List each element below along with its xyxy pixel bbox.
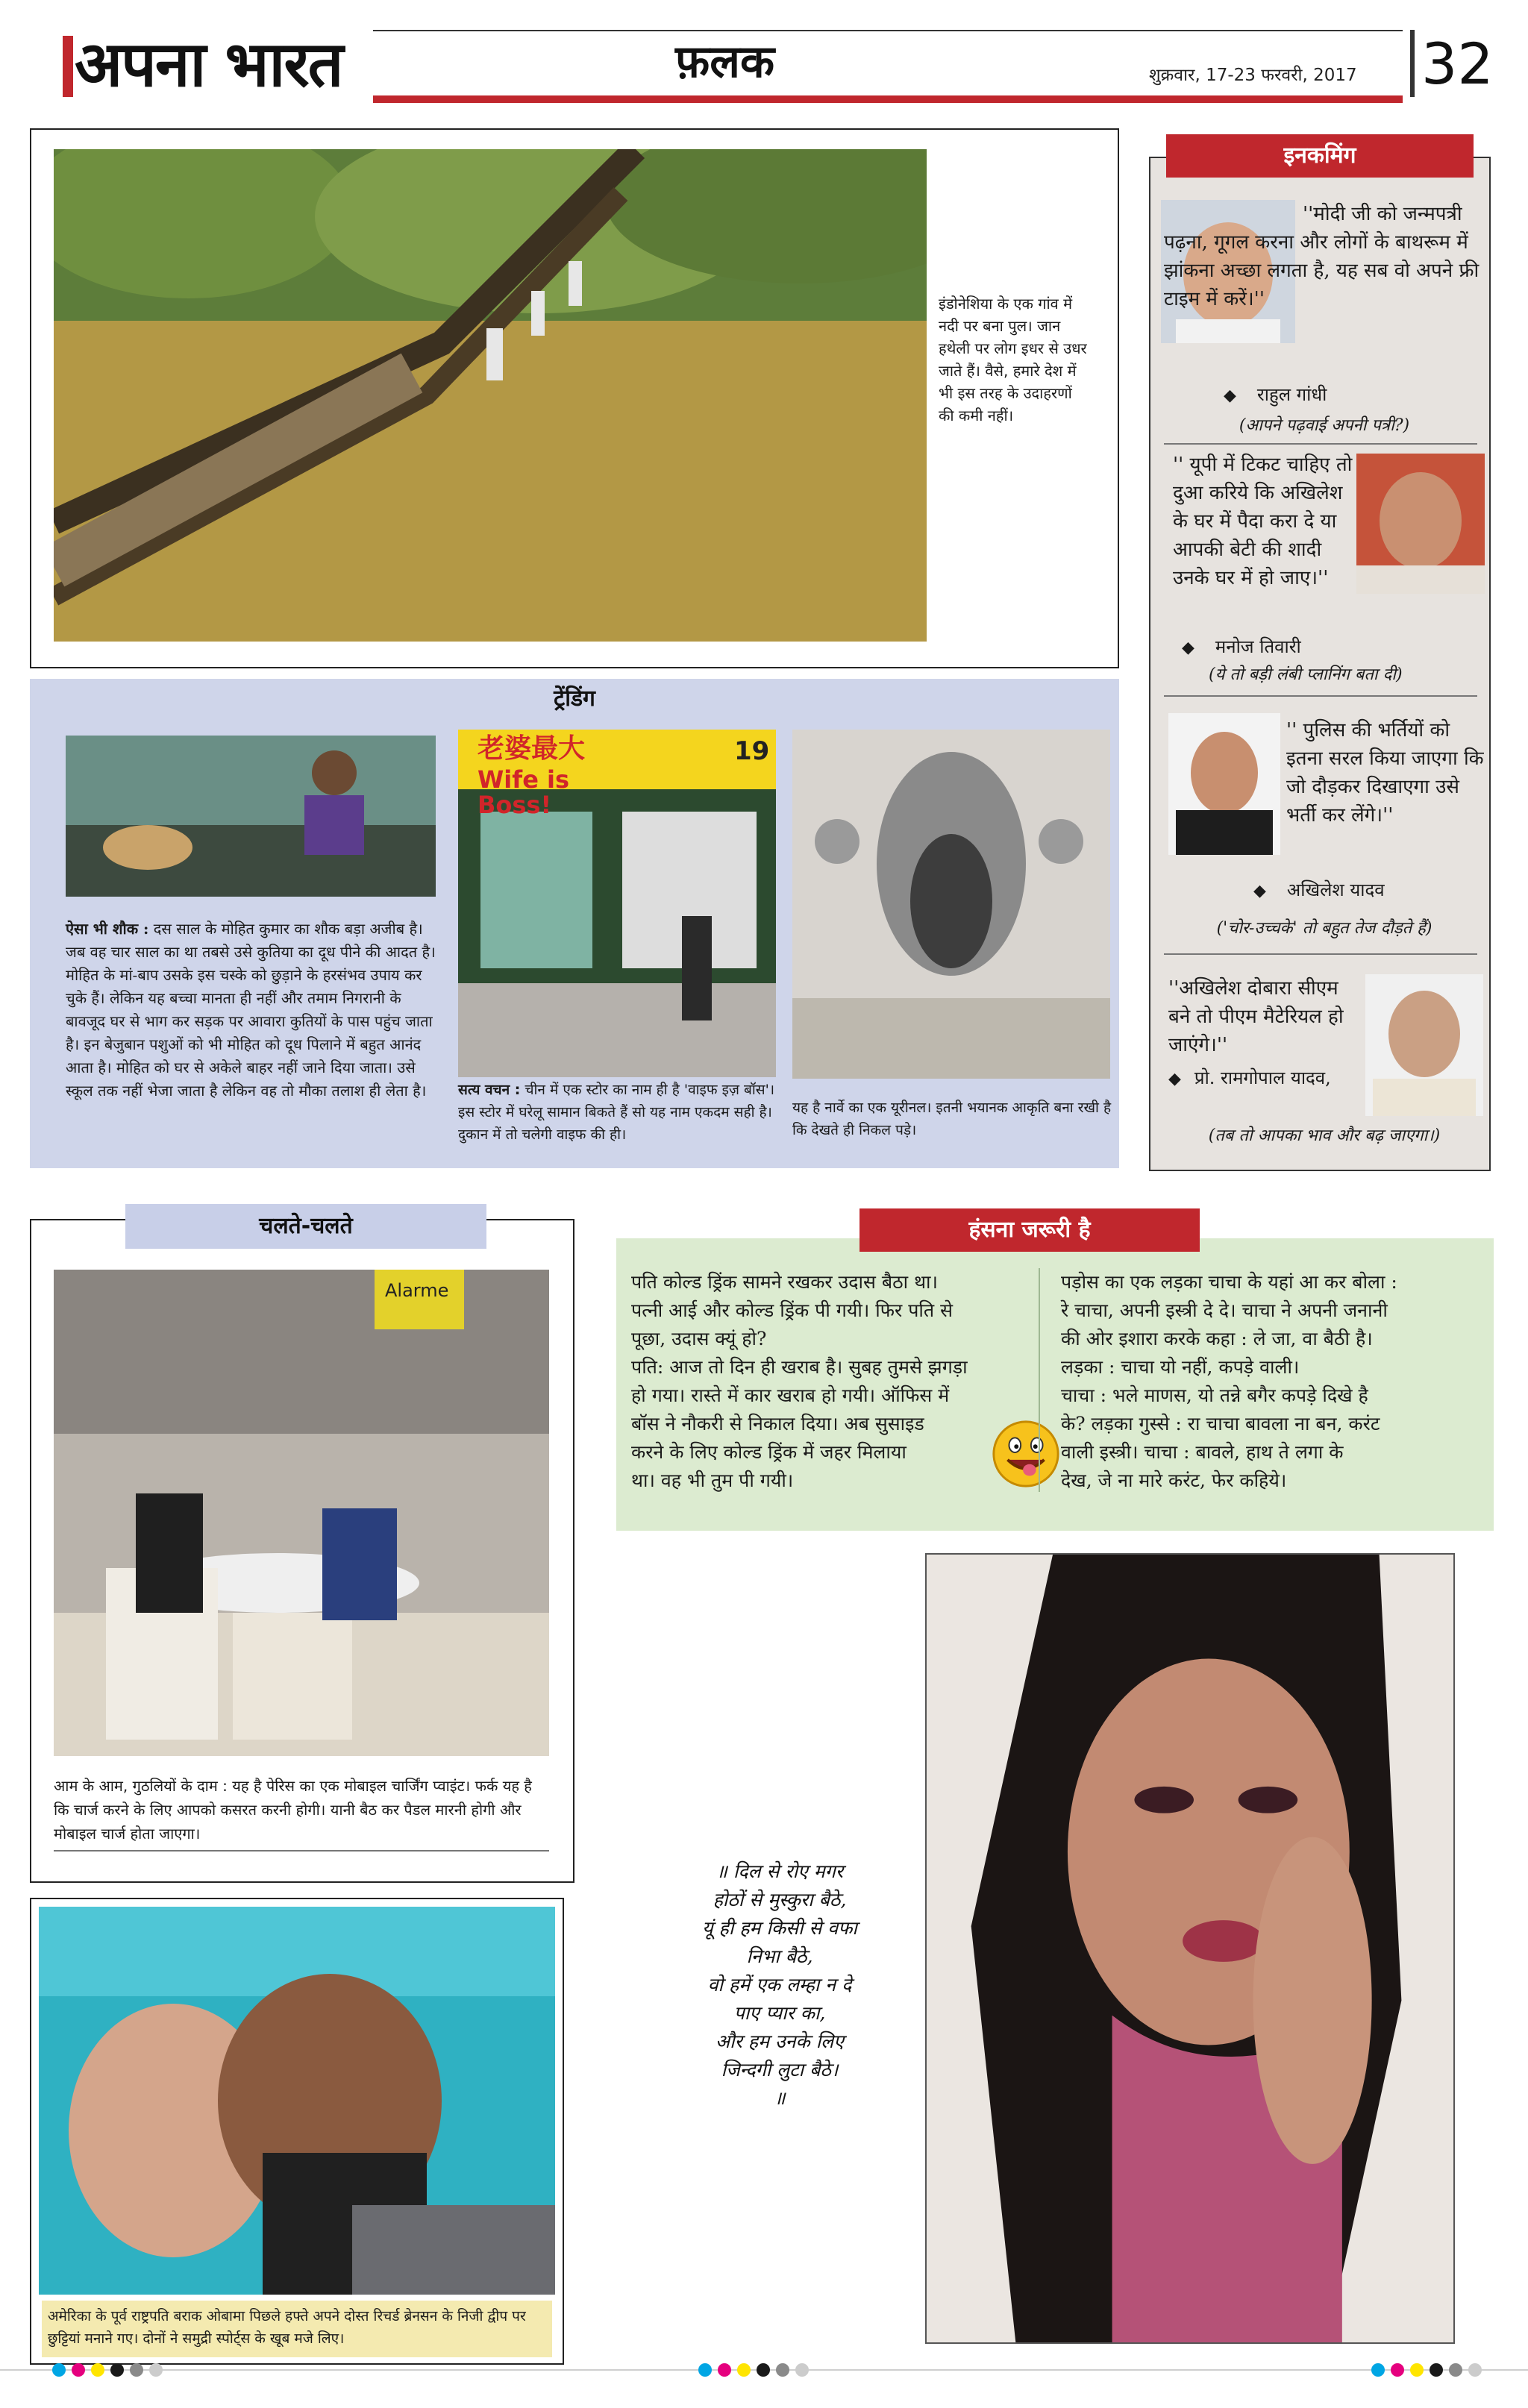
- quote-4-name-text: प्रो. रामगोपाल यादव,: [1194, 1067, 1331, 1088]
- trending-item-1-lead: ऐसा भी शौक :: [66, 920, 149, 938]
- trending-item-2-text: चीन में एक स्टोर का नाम ही है 'वाइफ इज़ बॉस'। इस स्टोर में घरेलू सामान बिकते हैं सो यह नाम एकदम सही है। दुकान में तो चलेगी वाइफ की ही।: [458, 1082, 775, 1143]
- page-number: 32: [1421, 31, 1494, 97]
- reg-dot-grey: [130, 2363, 143, 2377]
- masthead-red-rule: [373, 95, 1403, 103]
- obama-branson-photo: [39, 1907, 555, 2295]
- station-sign: Alarme: [385, 1280, 449, 1301]
- reg-dot-yellow: [91, 2363, 104, 2377]
- section-title: फ़लक: [675, 36, 775, 88]
- trending-urinal-photo: [792, 730, 1110, 1079]
- poem-line: ॥: [774, 2087, 786, 2109]
- quote-1-text: ''मोदी जी को जन्मपत्री पढ़ना, गूगल करना और लोगों के बाथरूम में झांकना अच्छा लगता है, यह सब वो अपने फ्री टाइम में करें।'': [1164, 203, 1480, 310]
- obama-caption: अमेरिका के पूर्व राष्ट्रपति बराक ओबामा पिछले हफ्ते अपने दोस्त रिचर्ड ब्रेनसन के निजी द्वीप पर छुट्टियां मनाने गए। दोनों ने समुद्री स्पोर्ट्स के खूब मजे लिए।: [42, 2301, 552, 2357]
- joke-1-line: करने के लिए कोल्ड ड्रिंक में जहर मिलाया: [631, 1441, 907, 1463]
- joke-1-line: पूछा, उदास क्यूं हो?: [631, 1328, 767, 1349]
- masthead-red-bar: [63, 36, 73, 97]
- quote-2-retort: (ये तो बड़ी लंबी प्लानिंग बता दी): [1209, 665, 1403, 684]
- quote-1-rule: [1164, 443, 1477, 445]
- poem-line: यूं ही हम किसी से वफा: [702, 1917, 857, 1939]
- quote-1-name: ◆ राहुल गांधी: [1224, 384, 1327, 405]
- poem: [657, 1857, 903, 2113]
- humor-column-divider: [1039, 1268, 1040, 1492]
- incoming-heading: इनकमिंग: [1166, 134, 1474, 178]
- reg-dot-cyan: [698, 2363, 712, 2377]
- trending-boy-dog-photo: [66, 736, 436, 897]
- trending-item-3: यह है नार्वे का एक यूरीनल। इतनी भयानक आकृति बना रखी है कि देखते ही निकल पड़े।: [792, 1100, 1112, 1138]
- joke-1-line: पति कोल्ड ड्रिंक सामने रखकर उदास बैठा था।: [631, 1271, 939, 1293]
- quote-2-text: '' यूपी में टिकट चाहिए तो दुआ करिये कि अखिलेश के घर में पैदा करा दे या आपकी बेटी की शादी उनके घर में हो जाए।'': [1173, 454, 1353, 589]
- poem-line: और हम उनके लिए: [716, 2031, 844, 2052]
- joke-2: [1061, 1268, 1486, 1495]
- quote-4-portrait: [1365, 974, 1483, 1116]
- page-number-divider: [1410, 30, 1415, 97]
- joke-2-line: की ओर इशारा करके कहा : ले जा, वा बैठी है।: [1061, 1328, 1373, 1349]
- model-portrait-photo: [925, 1553, 1455, 2344]
- poem-line: होठों से मुस्कुरा बैठे,: [713, 1889, 847, 1910]
- reg-dot-magenta: [72, 2363, 85, 2377]
- trending-item-1-text: दस साल के मोहित कुमार का शौक बड़ा अजीब है। जब वह चार साल का था तबसे उसे कुतिया का दूध पीने की आदत है। मोहित के मां-बाप उसके इस चस्के को छुड़ाने के हरसंभव उपाय कर चुके हैं। लेकिन यह बच्चा मानता ही नहीं और तमाम निगरानी के बावजूद घर से भाग कर सड़क पर आवारा कुतियों के पास पहुंच जाता है। इन बेजुबान पशुओं को भी मोहित को दूध पिलाने में बहुत आनंद आता है। मोहित को घर से अकेले बाहर नहीं जाने दिया जाता। उसे स्कूल तक नहीं भेजा जाता है लेकिन वह तो मौका तलाश ही लेता है।: [66, 920, 436, 1100]
- quote-3-text: '' पुलिस की भर्तियों को इतना सरल किया जाएगा कि जो दौड़कर दिखाएगा उसे भर्ती कर लेंगे।'': [1286, 719, 1484, 827]
- joke-2-line: देख, जे ना मारे करंट, फेर कहिये।: [1061, 1470, 1287, 1491]
- humor-heading: हंसना जरूरी है: [860, 1208, 1200, 1252]
- joke-2-line: चाचा : भले माणस, यो तन्ने बगैर कपड़े दिखे है: [1061, 1385, 1368, 1406]
- masthead-top-rule: [373, 30, 1403, 31]
- reg-dot-black: [1430, 2363, 1443, 2377]
- trending-item-2-lead: सत्य वचन :: [458, 1082, 521, 1098]
- reg-dot-cyan: [52, 2363, 66, 2377]
- reg-dot-light: [1468, 2363, 1482, 2377]
- reg-dot-black: [110, 2363, 124, 2377]
- quote-2-portrait: [1356, 454, 1485, 594]
- chalte-caption-rule: [54, 1850, 549, 1852]
- store-sign-text: Wife is Boss!: [478, 765, 570, 819]
- poem-line: जिन्दगी लुटा बैठे।: [721, 2059, 839, 2081]
- quote-2-name: ◆ मनोज तिवारी: [1182, 636, 1301, 657]
- reg-dot-light: [149, 2363, 163, 2377]
- reg-dot-yellow: [1410, 2363, 1424, 2377]
- quote-4-text: ''अखिलेश दोबारा सीएम बने तो पीएम मैटेरियल हो जाएंगे।'': [1168, 977, 1344, 1056]
- store-sign-cjk: 老婆最大: [478, 733, 586, 764]
- reg-dot-black: [757, 2363, 770, 2377]
- bridge-caption: इंडोनेशिया के एक गांव में नदी पर बना पुल। जान हथेली पर लोग इधर से उधर जाते हैं। वैसे, हमारे देश में भी इस तरह के उदाहरणों की कमी नहीं।: [939, 295, 1087, 424]
- joke-2-line: रे चाचा, अपनी इस्त्री दे दे। चाचा ने अपनी जनानी: [1061, 1299, 1388, 1321]
- joke-1-line: पत्नी आई और कोल्ड ड्रिंक पी गयी। फिर पति से: [631, 1299, 953, 1321]
- trending-item-2: [458, 1079, 779, 1146]
- poem-line: ॥ दिल से रोए मगर: [716, 1860, 844, 1882]
- reg-dot-light: [795, 2363, 809, 2377]
- bridge-photo: [54, 149, 927, 642]
- joke-2-line: लड़का : चाचा यो नहीं, कपड़े वाली।: [1061, 1356, 1300, 1378]
- store-sign-number: 19: [734, 736, 770, 766]
- poem-line: पाए प्यार का,: [733, 2002, 826, 2024]
- trending-item-1: [66, 918, 439, 1103]
- poem-line: वो हमें एक लम्हा न दे: [707, 1974, 852, 1995]
- joke-1-line: हो गया। रास्ते में कार खराब हो गयी। ऑफिस में: [631, 1385, 950, 1406]
- quote-4-retort: (तब तो आपका भाव और बढ़ जाएगा।): [1208, 1126, 1441, 1145]
- quote-2-name-text: मनोज तिवारी: [1215, 636, 1301, 657]
- quote-3-name: ◆ अखिलेश यादव: [1253, 880, 1385, 900]
- reg-dot-yellow: [737, 2363, 751, 2377]
- reg-dot-magenta: [718, 2363, 731, 2377]
- quote-3-rule: [1164, 953, 1477, 955]
- laughing-smiley-icon: [989, 1417, 1062, 1490]
- quote-4-name: ◆ प्रो. रामगोपाल यादव,: [1168, 1067, 1331, 1088]
- quote-3-portrait: [1168, 713, 1280, 855]
- chalte-heading: चलते-चलते: [125, 1204, 486, 1249]
- reg-dot-grey: [1449, 2363, 1462, 2377]
- paris-charging-photo: [54, 1270, 549, 1756]
- masthead-logo: अपना भारत: [75, 27, 342, 101]
- quote-1-retort: (आपने पढ़वाई अपनी पत्री?): [1239, 416, 1410, 435]
- quote-2-rule: [1164, 695, 1477, 697]
- reg-dot-magenta: [1391, 2363, 1404, 2377]
- joke-1-line: बॉस ने नौकरी से निकाल दिया। अब सुसाइड: [631, 1413, 924, 1435]
- chalte-caption: आम के आम, गुठलियों के दाम : यह है पेरिस का एक मोबाइल चार्जिंग प्वाइंट। फर्क यह है कि चार्ज करने के लिए आपको कसरत करनी होगी। यानी बैठ कर पैडल मारनी होगी और मोबाइल चार्ज होता जाएगा।: [54, 1777, 532, 1843]
- reg-dot-cyan: [1371, 2363, 1385, 2377]
- quote-1-name-text: राहुल गांधी: [1256, 384, 1327, 405]
- joke-1: [631, 1268, 1019, 1495]
- trending-heading: ट्रेंडिंग: [554, 686, 595, 712]
- quote-3-name-text: अखिलेश यादव: [1286, 880, 1385, 900]
- quote-3-retort: ('चोर-उच्चके' तो बहुत तेज दौड़ते हैं): [1216, 919, 1432, 938]
- issue-date: शुक्रवार, 17-23 फरवरी, 2017: [1149, 66, 1357, 85]
- joke-2-line: वाली इस्त्री। चाचा : बावले, हाथ ते लगा के: [1061, 1441, 1344, 1463]
- joke-1-line: था। वह भी तुम पी गयी।: [631, 1470, 794, 1491]
- joke-1-line: पति: आज तो दिन ही खराब है। सुबह तुमसे झगड़ा: [631, 1356, 968, 1378]
- poem-line: निभा बैठे,: [746, 1945, 813, 1967]
- joke-2-line: पड़ोस का एक लड़का चाचा के यहां आ कर बोला :: [1061, 1271, 1397, 1293]
- reg-dot-grey: [776, 2363, 789, 2377]
- joke-2-line: के? लड़का गुस्से : रा चाचा बावला ना बन, करंट: [1061, 1413, 1380, 1435]
